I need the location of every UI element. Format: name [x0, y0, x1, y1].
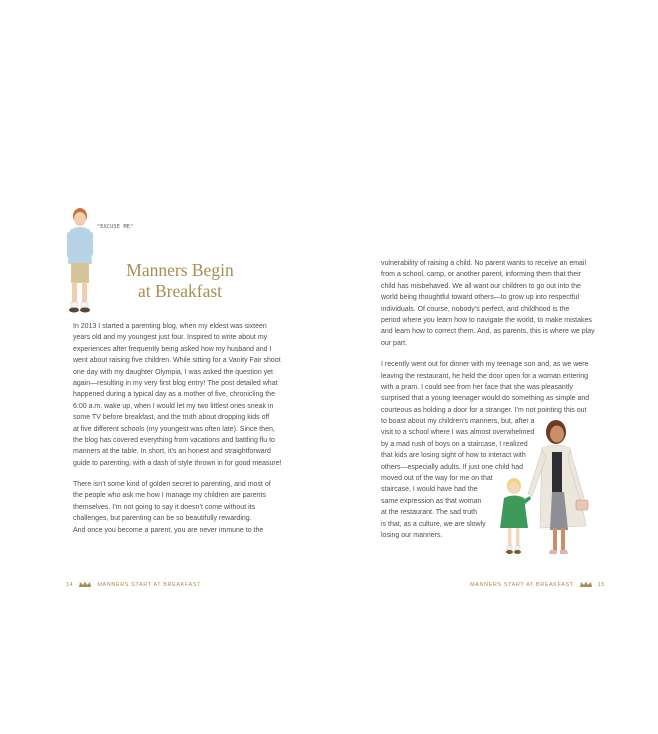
text-line: period where you learn how to navigate the world, to make mistakes	[381, 316, 592, 324]
page-number: 15	[597, 581, 606, 588]
text-line: the people who ask me how I manage my children are parents	[73, 492, 266, 500]
text-line: There isn’t some kind of golden secret to parenting, and most of	[73, 481, 271, 489]
left-body-text	[73, 321, 282, 536]
speech-caption: "EXCUSE ME"	[97, 224, 134, 230]
heading-line-2: at Breakfast	[137, 281, 223, 301]
text-line: child has misbehaved. We all want our children to go out into the	[381, 282, 581, 290]
text-line: years old and my youngest just four. Inspired to write about my	[73, 334, 268, 342]
text-line: experiences after frequently being asked how my husband and I	[73, 345, 272, 353]
text-line: leaving the restaurant, he held the door open for a woman entering	[381, 372, 589, 380]
text-line: And once you become a parent, you are never immune to the	[73, 526, 264, 534]
text-line: visit to a school where I was almost overwhelmed	[381, 429, 535, 437]
text-line: moved out of the way for me on that	[381, 475, 493, 483]
paragraph-gap	[381, 349, 595, 359]
running-title: MANNERS START AT BREAKFAST	[97, 581, 202, 588]
text-line: guide to parenting, with a dash of style thrown in for good measure!	[73, 459, 282, 467]
chapter-heading	[100, 260, 260, 302]
text-line: that kids are losing sight of how to interact with	[381, 452, 526, 460]
text-line: staircase, I would have had the	[381, 486, 478, 494]
heading-line-1: Manners Begin	[126, 260, 234, 280]
crown-icon	[579, 581, 593, 588]
crown-icon	[78, 581, 92, 588]
text-line: to boast about my children’s manners, but, after a	[381, 418, 535, 426]
text-line: is that, as a culture, we are slowly	[381, 520, 486, 528]
right-footer	[470, 581, 605, 588]
text-line: by a mad rush of boys on a staircase, I realized	[381, 440, 528, 448]
text-line: I recently went out for dinner with my teenage son and, as we were	[381, 361, 589, 369]
text-line: happened during a typical day as a mother of five, chronicling the	[73, 391, 275, 399]
text-line: world being thoughtful toward others—to grow up into respectful	[381, 294, 580, 302]
text-line: same expression as that woman	[381, 497, 482, 505]
text-line: some TV before breakfast, and the truth about dropping kids off	[73, 414, 270, 422]
text-line: at five different schools (my youngest was often late). Since then,	[73, 425, 275, 433]
text-line: our part.	[381, 339, 408, 347]
text-line: at the restaurant. The sad truth	[381, 509, 477, 517]
text-line: manners at the table. In short, it’s an honest and straightforward	[73, 448, 271, 456]
text-line: losing our manners.	[381, 531, 443, 539]
text-line: and learn how to correct them. And, as parents, this is where we play	[381, 328, 595, 336]
page-number: 14	[66, 581, 74, 588]
text-line: vulnerability of raising a child. No parent wants to receive an email	[381, 260, 587, 267]
text-line: individuals. Of course, nobody’s perfect, and childhood is the	[381, 305, 570, 313]
text-line: one day with my daughter Olympia, I was asked the question yet	[73, 368, 273, 376]
text-line: courteous as holding a door for a stranger. I’m not pointing this out	[381, 406, 587, 414]
text-line: surprised that a young teenager would do something as simple and	[381, 395, 590, 403]
text-line: with a pram. I could see from her face that she was pleasantly	[381, 383, 573, 391]
left-footer	[66, 581, 201, 588]
running-title: MANNERS START AT BREAKFAST	[470, 581, 574, 588]
mother-and-daughter-illustration	[490, 418, 602, 560]
text-line: themselves. I’m not going to say it doesn’t come without its	[73, 503, 256, 511]
text-line: challenges, but parenting can be so beautifully rewarding.	[73, 515, 252, 523]
text-line: 6:00 a.m. wake up, when I would let my two littlest ones sneak in	[73, 402, 274, 410]
boy-illustration	[66, 206, 100, 314]
text-line: others—especially adults. If just one child had	[381, 463, 524, 471]
text-line: In 2013 I started a parenting blog, when my eldest was sixteen	[73, 323, 267, 330]
text-line: from a school, camp, or another parent, informing them that their	[381, 271, 581, 279]
text-line: again—resulting in my very first blog entry! The post detailed what	[73, 379, 278, 387]
text-line: went about raising five children. While sitting for a Vanity Fair shoot	[73, 357, 281, 365]
paragraph-gap	[73, 469, 282, 479]
text-line: the blog has covered everything from vacations and battling flu to	[73, 436, 275, 444]
